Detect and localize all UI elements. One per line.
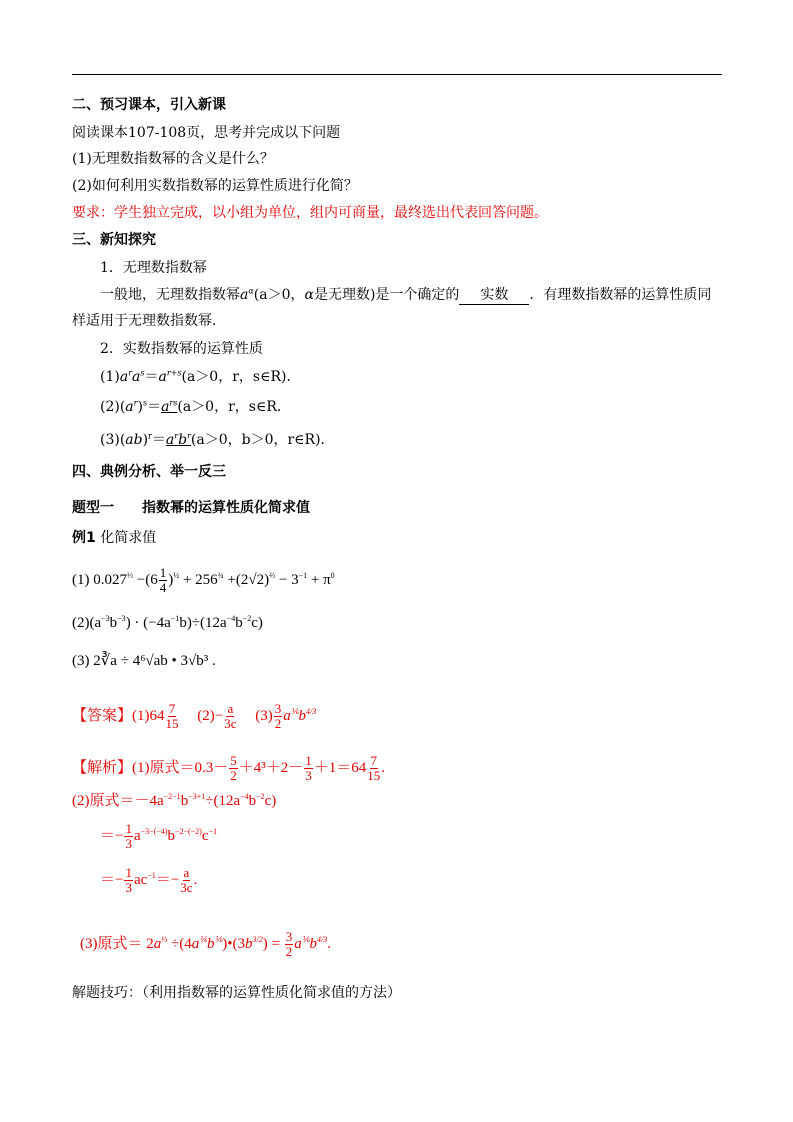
irrational-power-text-cont: 样适用于无理数指数幂． — [72, 313, 226, 329]
section2-intro: 阅读课本107-108页，思考并完成以下问题 — [72, 125, 341, 141]
irrational-power-text: 一般地，无理数指数幂$a^\alpha(a>0$，α是无理数)是一个确定的 实数 ．有理数指数幂的运算性质同 — [100, 286, 712, 303]
rule-1: $(1)a^ra^s=a^{r+s}(a>0$，r，s∈R)． — [100, 368, 301, 385]
expression-1: (1) $0.027^{\frac{1}{3}} -(6$ $\frac{1}{4}$ )$^{\frac{1}{2}} + 256^{\frac{3}{4}} +(2√2)^{\frac{2}{3}} - 3^{-1} + \pi^0$ — [72, 565, 335, 595]
section4-heading: 四、典例分析、举一反三 — [72, 464, 226, 480]
analysis-2-step-1: ＝− $\frac{1}{3}$ $a^{-3-(-4)}b^{-2-(-2)}c^{-1}$ — [100, 821, 218, 851]
analysis-3: (3)原式＝ $2a^{\frac{1}{3}}$ $\div(4a^{\frac{1}{6}}b^{\frac{1}{6}})•(3b^{3/2})$ = $\frac{3}{2}$ $a^{\frac{1}{6}}b^{4/3}$. — [80, 929, 331, 959]
question-1: (1)无理数指数幂的含义是什么？ — [72, 151, 274, 167]
answer-line: 【答案】(1)64 $\frac{7}{15}$ (2)− $\frac{a}{3c}$ (3) $\frac{3}{2}$ $a^{\frac{1}{6}}b^{4/3}$ — [72, 701, 317, 731]
rule-3: $(3)(ab)^r=a^rb^r(a>0$，b＞0，r∈R)． — [100, 431, 335, 448]
analysis-2-step-2: ＝− $\frac{1}{3}$ $ac^{-1}=-$ $\frac{a}{3c}$ . — [100, 865, 198, 895]
question-2: (2)如何利用实数指数幂的运算性质进行化简？ — [72, 178, 358, 194]
header-rule — [72, 74, 722, 75]
requirement-text: 要求：学生独立完成，以小组为单位，组内可商量，最终选出代表回答问题。 — [72, 205, 548, 221]
section3-heading: 三、新知探究 — [72, 232, 156, 248]
irrational-power-title: 1．无理数指数幂 — [100, 260, 207, 276]
section2-heading: 二、预习课本，引入新课 — [72, 97, 226, 113]
rule-2: $(2)(a^r)^s=a^{rs}(a>0$，r，s∈R． — [100, 398, 291, 415]
tip-text: 解题技巧：（利用指数幂的运算性质化简求值的方法） — [72, 985, 401, 1001]
analysis-2: (2)原式$=-4a^{-2-1}b^{-3+1}\div(12a^{-4}b^{-2}c)$ — [72, 792, 277, 809]
type-heading: 题型一 指数幂的运算性质化简求值 — [72, 500, 310, 516]
expression-2: $(2)(a^{-3}b^{-3}) \cdot (-4a^{-1}b)\div(12a^{-4}b^{-2}c)$ — [72, 614, 263, 631]
analysis-1: 【解析】(1)原式＝0.3－ $\frac{5}{2}$ ＋4³＋2－ $\frac{1}{3}$ ＋1＝64 $\frac{7}{15}$ . — [72, 753, 386, 783]
real-power-title: 2．实数指数幂的运算性质 — [100, 341, 263, 357]
example-heading: 例1 化简求值 — [72, 530, 157, 546]
answer-blank[interactable]: 实数 — [459, 286, 529, 305]
expression-3: (3) 2∛a ÷ 4⁶√ab • 3√b³ . — [72, 653, 216, 669]
